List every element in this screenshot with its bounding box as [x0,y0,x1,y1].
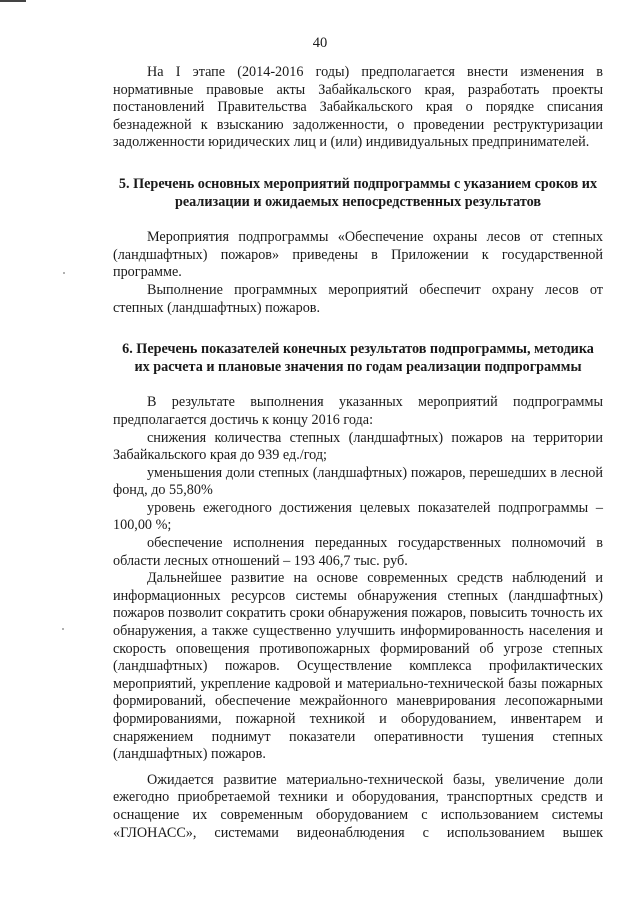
result-item: снижения количества степных (ландшафтных) пожаров на территории Забайкальского края до 939 ед./год; [113,429,603,464]
intro-paragraph: На I этапе (2014-2016 годы) предполагается внести изменения в нормативные правовые акты Забайкальского края, разработать проекты постановлений Правительства Забайкальского края о порядке списания безнадежной к взысканию задолженности, о проведении реструктуризации задолженности юридических лиц и (или) индивидуальных предпринимателей. [113,64,603,151]
scan-edge-mark [0,0,26,2]
section-6-heading: 6. Перечень показателей конечных результатов подпрограммы, методика их расчета и плановые значения по годам реализации подпрограммы [122,341,594,375]
spacer [113,317,603,341]
section-5-heading: 5. Перечень основных мероприятий подпрограммы с указанием сроков их реализации и ожидаемых непосредственных результатов [118,175,598,210]
spacer [113,152,603,176]
result-item: обеспечение исполнения переданных государственных полномочий в области лесных отношений – 193 406,7 тыс. руб. [113,535,603,569]
section-6-lead: В результате выполнения указанных мероприятий подпрограммы предполагается достичь к концу 2016 года: [113,394,603,428]
scan-speck [62,628,64,630]
development-paragraph: Дальнейшее развитие на основе современных средств наблюдений и информационных ресурсов системы обнаружения степных (ландшафтных) пожаров позволит сократить сроки обнаружения пожаров, повысить точность их обнаружения, а также существенно улучшить информированность населения и скорость оповещения противопожарных формирований об угрозе степных (ландшафтных) пожаров. Осуществление комплекса профилактических мероприятий, укрепление кадровой и материально-технической базы пожарных формирований, обеспечение межрайонного маневрирования лесопожарными формированиями, пожарной техникой и оборудованием, инвентарем и снаряжением поднимут показатели оперативности тушения степных (ландшафтных) пожаров. [113,570,603,763]
result-item: уровень ежегодного достижения целевых показателей подпрограммы – 100,00 %; [113,499,603,534]
spacer [113,376,603,394]
spacer [113,211,603,229]
section-5-paragraph: Мероприятия подпрограммы «Обеспечение охраны лесов от степных (ландшафтных) пожаров» приведены в Приложении к государственной программе. [113,229,603,281]
section-5-paragraph: Выполнение программных мероприятий обеспечит охрану лесов от степных (ландшафтных) пожаров. [113,281,603,316]
page-number: 40 [312,35,328,51]
spacer [113,764,603,772]
expected-paragraph: Ожидается развитие материально-технической базы, увеличение доли ежегодно приобретаемой техники и оборудования, транспортных средств и оснащение их современным оборудованием с использованием системы «ГЛОНАСС», системами видеонаблюдения с использованием вышек [113,771,603,841]
document-body [113,64,603,842]
scan-speck [63,272,65,274]
result-item: уменьшения доли степных (ландшафтных) пожаров, перешедших в лесной фонд, до 55,80% [113,464,603,499]
